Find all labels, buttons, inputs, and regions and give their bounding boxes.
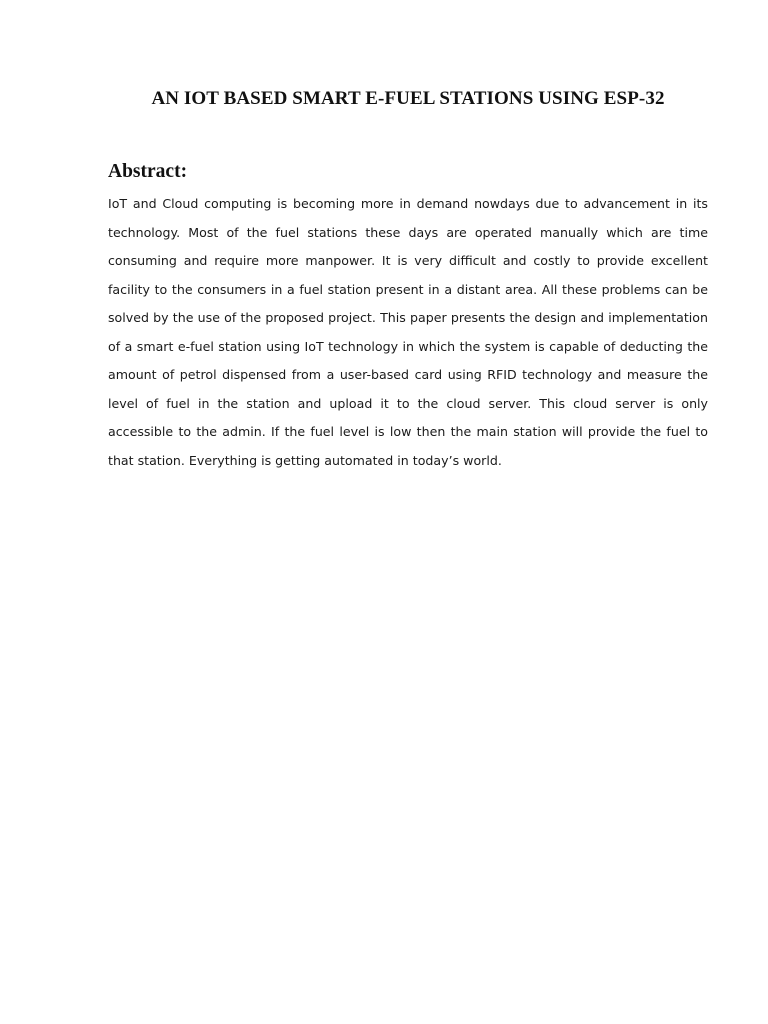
- document-title: AN IOT BASED SMART E-FUEL STATIONS USING ESP-32: [151, 88, 665, 109]
- abstract-paragraph: IoT and Cloud computing is becoming more in demand nowdays due to advancement in its technology. Most of the fuel stations these days are operated manually which are time consuming and require more manpower. It is very difficult and costly to provide excellent facility to the consumers in a fuel station present in a distant area. All these problems can be solved by the use of the proposed project. This paper presents the design and implementation of a smart e-fuel station using IoT technology in which the system is capable of deducting the amount of petrol dispensed from a user-based card using RFID technology and measure the level of fuel in the station and upload it to the cloud server. This cloud server is only accessible to the admin. If the fuel level is low then the main station will provide the fuel to that station. Everything is getting automated in today’s world.: [108, 196, 708, 468]
- abstract-heading: Abstract:: [108, 161, 188, 182]
